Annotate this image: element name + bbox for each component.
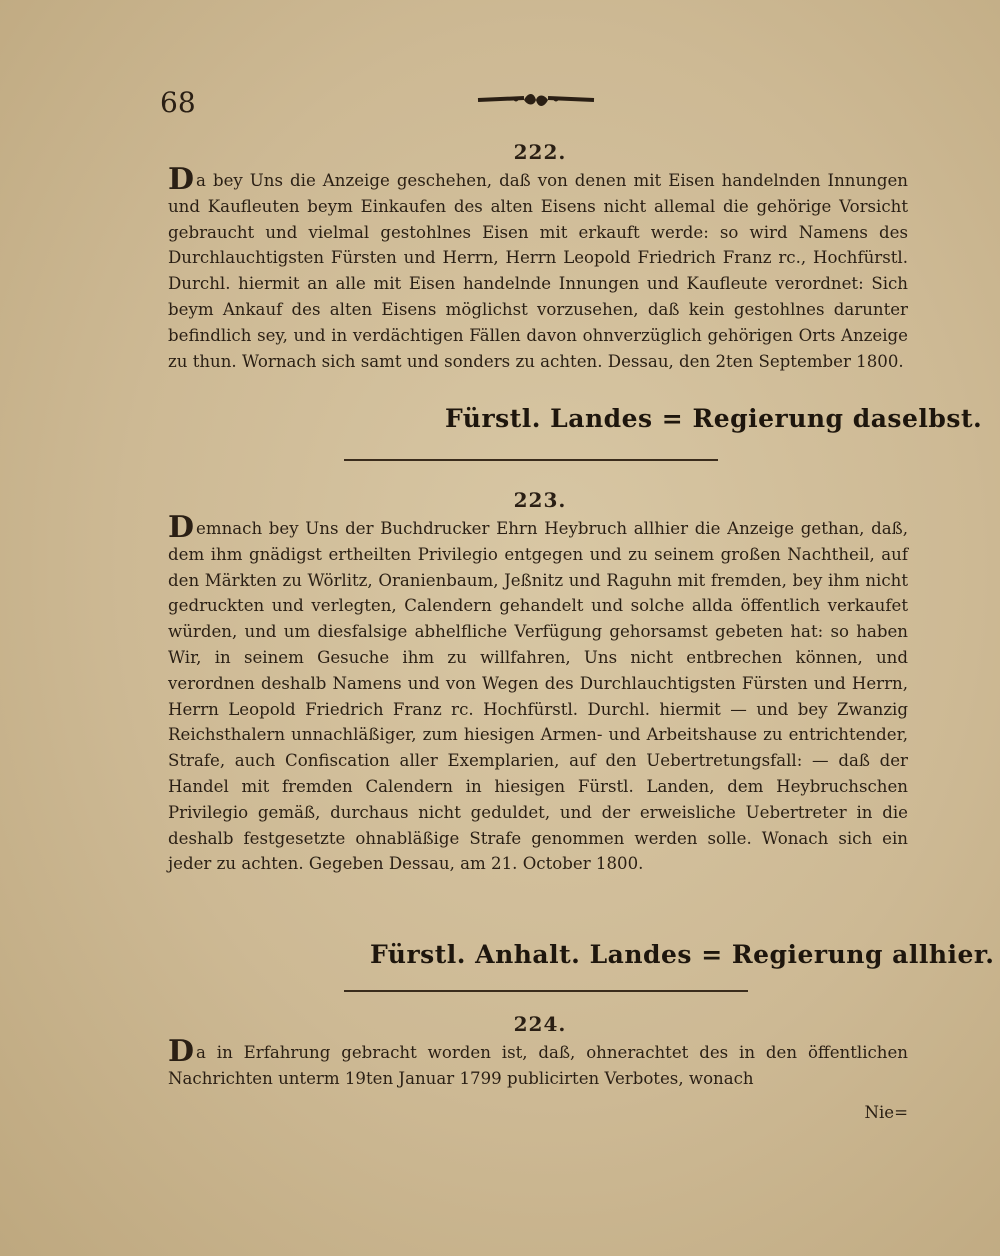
drop-initial: D xyxy=(168,162,195,197)
drop-initial: D xyxy=(168,510,195,545)
entry-number: 222. xyxy=(513,140,567,164)
entry-text: a bey Uns die Anzeige geschehen, daß von denen mit Eisen handelnden Innungen und Kaufleuten beym Einkaufen des alten Eisens nicht allemal die gehörige Vorsicht gebraucht und vielmal gestohlnes Eisen mit erkauft werde: so wird Namens des Durchlauchtigsten Fürsten und Herrn, Herrn Leopold Friedrich Franz rc., Hochfürstl. Durchl. hiermit an alle mit Eisen handelnde Innungen und Kaufleute verordnet: Sich beym Ankauf des alten Eisens möglichst vorzusehen, daß kein gestohlnes darunter befindlich sey, und in verdächtigen Fällen davon ohnverzüglich gehörigen Orts Anzeige zu thun. Wornach sich samt und sonders zu achten. Dessau, den 2ten September 1800. xyxy=(168,171,908,371)
entry-number: 223. xyxy=(513,488,567,512)
page-number: 68 xyxy=(160,86,196,119)
drop-initial: D xyxy=(168,1034,195,1069)
entry-body xyxy=(168,162,908,374)
entry-number: 224. xyxy=(513,1012,567,1036)
entry-text: a in Erfahrung gebracht worden ist, daß, ohnerachtet des in den öffentlichen Nachrichten unterm 19ten Januar 1799 publicirten Verbotes, wonach xyxy=(168,1043,908,1088)
entry-body xyxy=(168,1034,908,1092)
entry-text: emnach bey Uns der Buchdrucker Ehrn Heybruch allhier die Anzeige gethan, daß, dem ihm gnädigst ertheilten Privilegio entgegen und zu seinem großen Nachtheil, auf den Märkten zu Wörlitz, Oranienbaum, Jeßnitz und Raguhn mit fremden, bey ihm nicht gedruckten und verlegten, Calendern gehandelt und solche allda öffentlich verkaufet würden, und um diesfalsige abhelfliche Verfügung gehorsamst gebeten hat: so haben Wir, in seinem Gesuche ihm zu willfahren, Uns nicht entbrechen können, und verordnen deshalb Namens und von Wegen des Durchlauchtigsten Fürsten und Herrn, Herrn Leopold Friedrich Franz rc. Hochfürstl. Durchl. hiermit — und bey Zwanzig Reichsthalern unnachläßiger, zum hiesigen Armen- und Arbeitshause zu entrichtender, Strafe, auch Confiscation aller Exemplarien, auf den Uebertretungsfall: — daß der Handel mit fremden Calendern in hiesigen Fürstl. Landen, dem Heybruchschen Privilegio gemäß, durchaus nicht geduldet, und der erweisliche Uebertreter in die deshalb festgesetzte ohnabläßige Strafe genommen werden solle. Wonach sich ein jeder zu achten. Gegeben Dessau, am 21. October 1800. xyxy=(168,519,908,874)
catchword: Nie= xyxy=(864,1103,908,1122)
entry-signature: Fürstl. Anhalt. Landes = Regierung allhier. xyxy=(370,940,995,969)
entry-signature: Fürstl. Landes = Regierung daselbst. xyxy=(445,404,983,433)
section-divider xyxy=(344,459,718,461)
header-ornament xyxy=(476,92,596,108)
entry-body xyxy=(168,510,908,877)
section-divider xyxy=(344,990,748,992)
